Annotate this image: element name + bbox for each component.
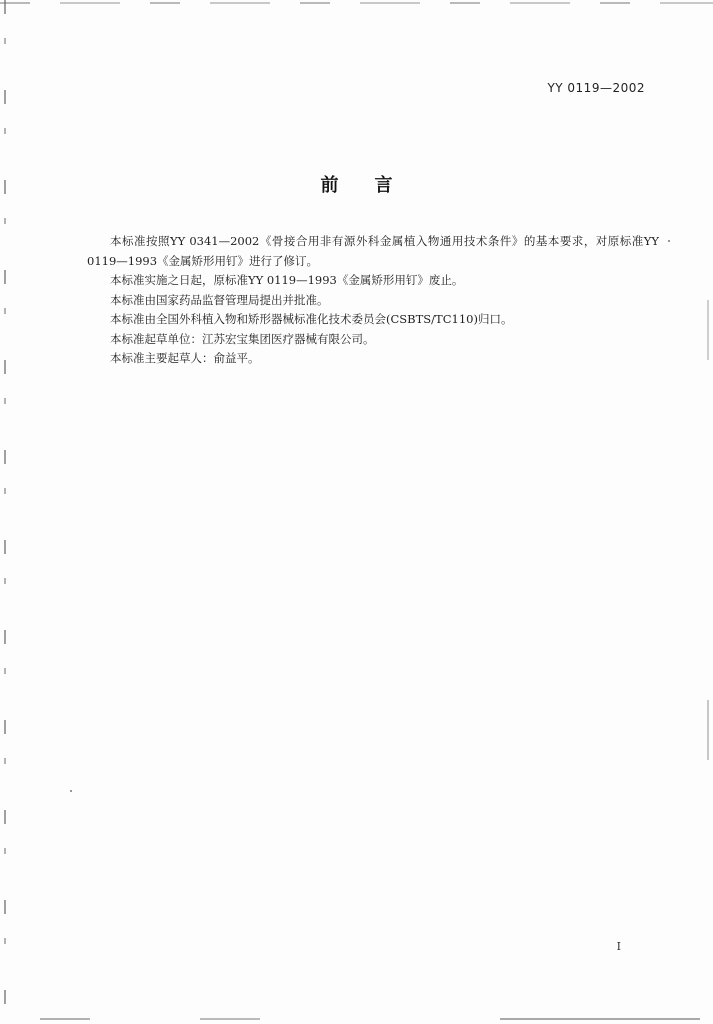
standard-code: YY 0119—2002 (547, 81, 645, 95)
scan-edge-bottom (0, 1018, 713, 1020)
scan-edge-right (707, 0, 709, 1024)
foreword-body (87, 232, 659, 369)
paragraph-technical-committee: 本标准由全国外科植入物和矫形器械标准化技术委员会(CSBTS/TC110)归口。 (110, 312, 513, 326)
paragraph-drafters: 本标准主要起草人：俞益平。 (110, 351, 260, 365)
paragraph-proposed-by: 本标准由国家药品监督管理局提出并批准。 (110, 292, 329, 307)
page-number: I (616, 940, 621, 953)
scan-edge-left (4, 0, 6, 1024)
scan-edge-top (0, 2, 713, 4)
page-title: 前言 (320, 175, 429, 196)
paragraph-drafting-unit: 本标准起草单位：江苏宏宝集团医疗器械有限公司。 (110, 331, 375, 346)
scan-speck (668, 240, 670, 242)
paragraph-revision: 本标准按照YY 0341—2002《骨接合用非有源外科金属植入物通用技术条件》的基本要求，对原标准YY 0119—1993《金属矫形用钉》进行了修订。 (87, 234, 659, 268)
scan-speck (70, 790, 72, 792)
paragraph-effective-date: 本标准实施之日起，原标准YY 0119—1993《金属矫形用钉》废止。 (110, 273, 464, 287)
